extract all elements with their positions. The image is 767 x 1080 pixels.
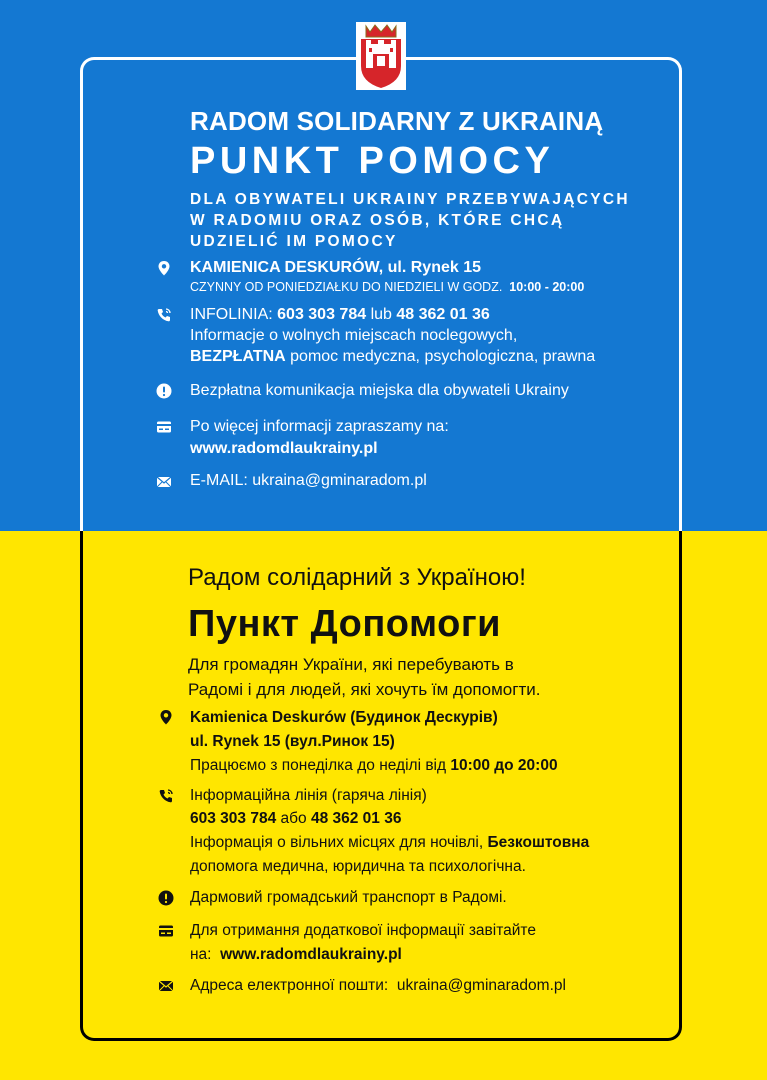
polish-hotline-info-2: pomoc medyczna, psychologiczna, prawna [290,348,596,365]
ukrainian-hotline-or: або [280,810,307,827]
ukrainian-hotline-info-2: допомога медична, юридична та психологічна. [190,858,526,875]
polish-subtitle-line: W RADOMIU ORAZ OSÓB, KTÓRE CHCĄ [190,212,565,229]
polish-hours-text: CZYNNY OD PONIEDZIAŁKU DO NIEDZIELI W GODZ. [190,280,503,294]
ukrainian-subtitle-line: Радомі і для людей, які хочуть їм допомогти. [188,680,541,699]
ukrainian-title: Пункт Допомоги [188,603,502,645]
ukrainian-website-prefix: на: [190,946,212,963]
card-icon [156,419,172,435]
ukrainian-hours-text: Працюємо з понеділка до неділі від [190,757,447,774]
polish-hotline-row [190,306,490,324]
exclamation-icon [158,890,174,906]
ukrainian-phone-2[interactable]: 48 362 01 36 [310,810,402,827]
ukrainian-location-name: Kamienica Deskurów (Будинок Дескурів) [190,709,498,726]
envelope-icon [158,978,174,994]
polish-hotline-or: lub [370,306,392,323]
polish-phone-1[interactable]: 603 303 784 [277,306,367,323]
polish-email[interactable]: E-MAIL: ukraina@gminaradom.pl [190,472,427,489]
ukrainian-free-label: Безкоштовна [487,834,590,851]
polish-transport: Bezpłatna komunikacja miejska dla obywateli Ukrainy [190,382,569,399]
phone-icon [156,307,172,323]
ukrainian-hours-value: 10:00 до 20:00 [450,757,558,774]
polish-hotline-label: INFOLINIA: [190,306,273,323]
polish-hours-value: 10:00 - 20:00 [509,280,585,294]
card-icon [158,923,174,939]
ukrainian-email[interactable]: Адреса електронної пошти: ukraina@gminaradom.pl [190,977,566,994]
polish-title: PUNKT POMOCY [190,140,555,182]
radom-coat-of-arms-icon [356,22,406,90]
polish-free-label: BEZPŁATNA [190,348,286,365]
polish-website-link[interactable]: www.radomdlaukrainy.pl [190,440,378,457]
ukrainian-phone-1[interactable]: 603 303 784 [190,810,277,827]
ukrainian-hours-row [190,757,558,775]
polish-phone-2[interactable]: 48 362 01 36 [396,306,490,323]
envelope-icon [156,474,172,490]
ukrainian-website-row [190,946,402,964]
ukrainian-more-info: Для отримання додаткової інформації завітайте [190,922,536,939]
ukrainian-website-link[interactable]: www.radomdlaukrainy.pl [220,946,402,963]
polish-headline: RADOM SOLIDARNY Z UKRAINĄ [190,106,604,136]
location-pin-icon [158,709,174,725]
polish-hours-row [190,280,584,294]
polish-location-name: KAMIENICA DESKURÓW, ul. Rynek 15 [190,259,482,276]
phone-icon [158,788,174,804]
location-pin-icon [156,260,172,276]
ukrainian-location-street: ul. Rynek 15 (вул.Ринок 15) [190,733,395,750]
ukrainian-hotline-info-1: Інформація о вільних місцях для ночівлі, [190,834,484,851]
ukrainian-headline: Радом солідарний з Україною! [188,564,526,591]
ukrainian-hotline-row [190,810,401,828]
polish-hotline-info-1: Informacje o wolnych miejscach noclegowych, [190,327,518,344]
polish-more-info: Po więcej informacji zapraszamy na: [190,418,449,435]
polish-subtitle-line: UDZIELIĆ IM POMOCY [190,233,398,250]
ukrainian-hotline-info-row [190,834,589,852]
ukrainian-hotline-label: Інформаційна лінія (гаряча лінія) [190,787,427,804]
ukrainian-transport: Дармовий громадський транспорт в Радомі. [190,889,507,906]
polish-hotline-info-row [190,348,595,366]
polish-subtitle-line: DLA OBYWATELI UKRAINY PRZEBYWAJĄCYCH [190,191,630,208]
exclamation-icon [156,383,172,399]
ukrainian-subtitle-line: Для громадян України, які перебувають в [188,655,514,674]
